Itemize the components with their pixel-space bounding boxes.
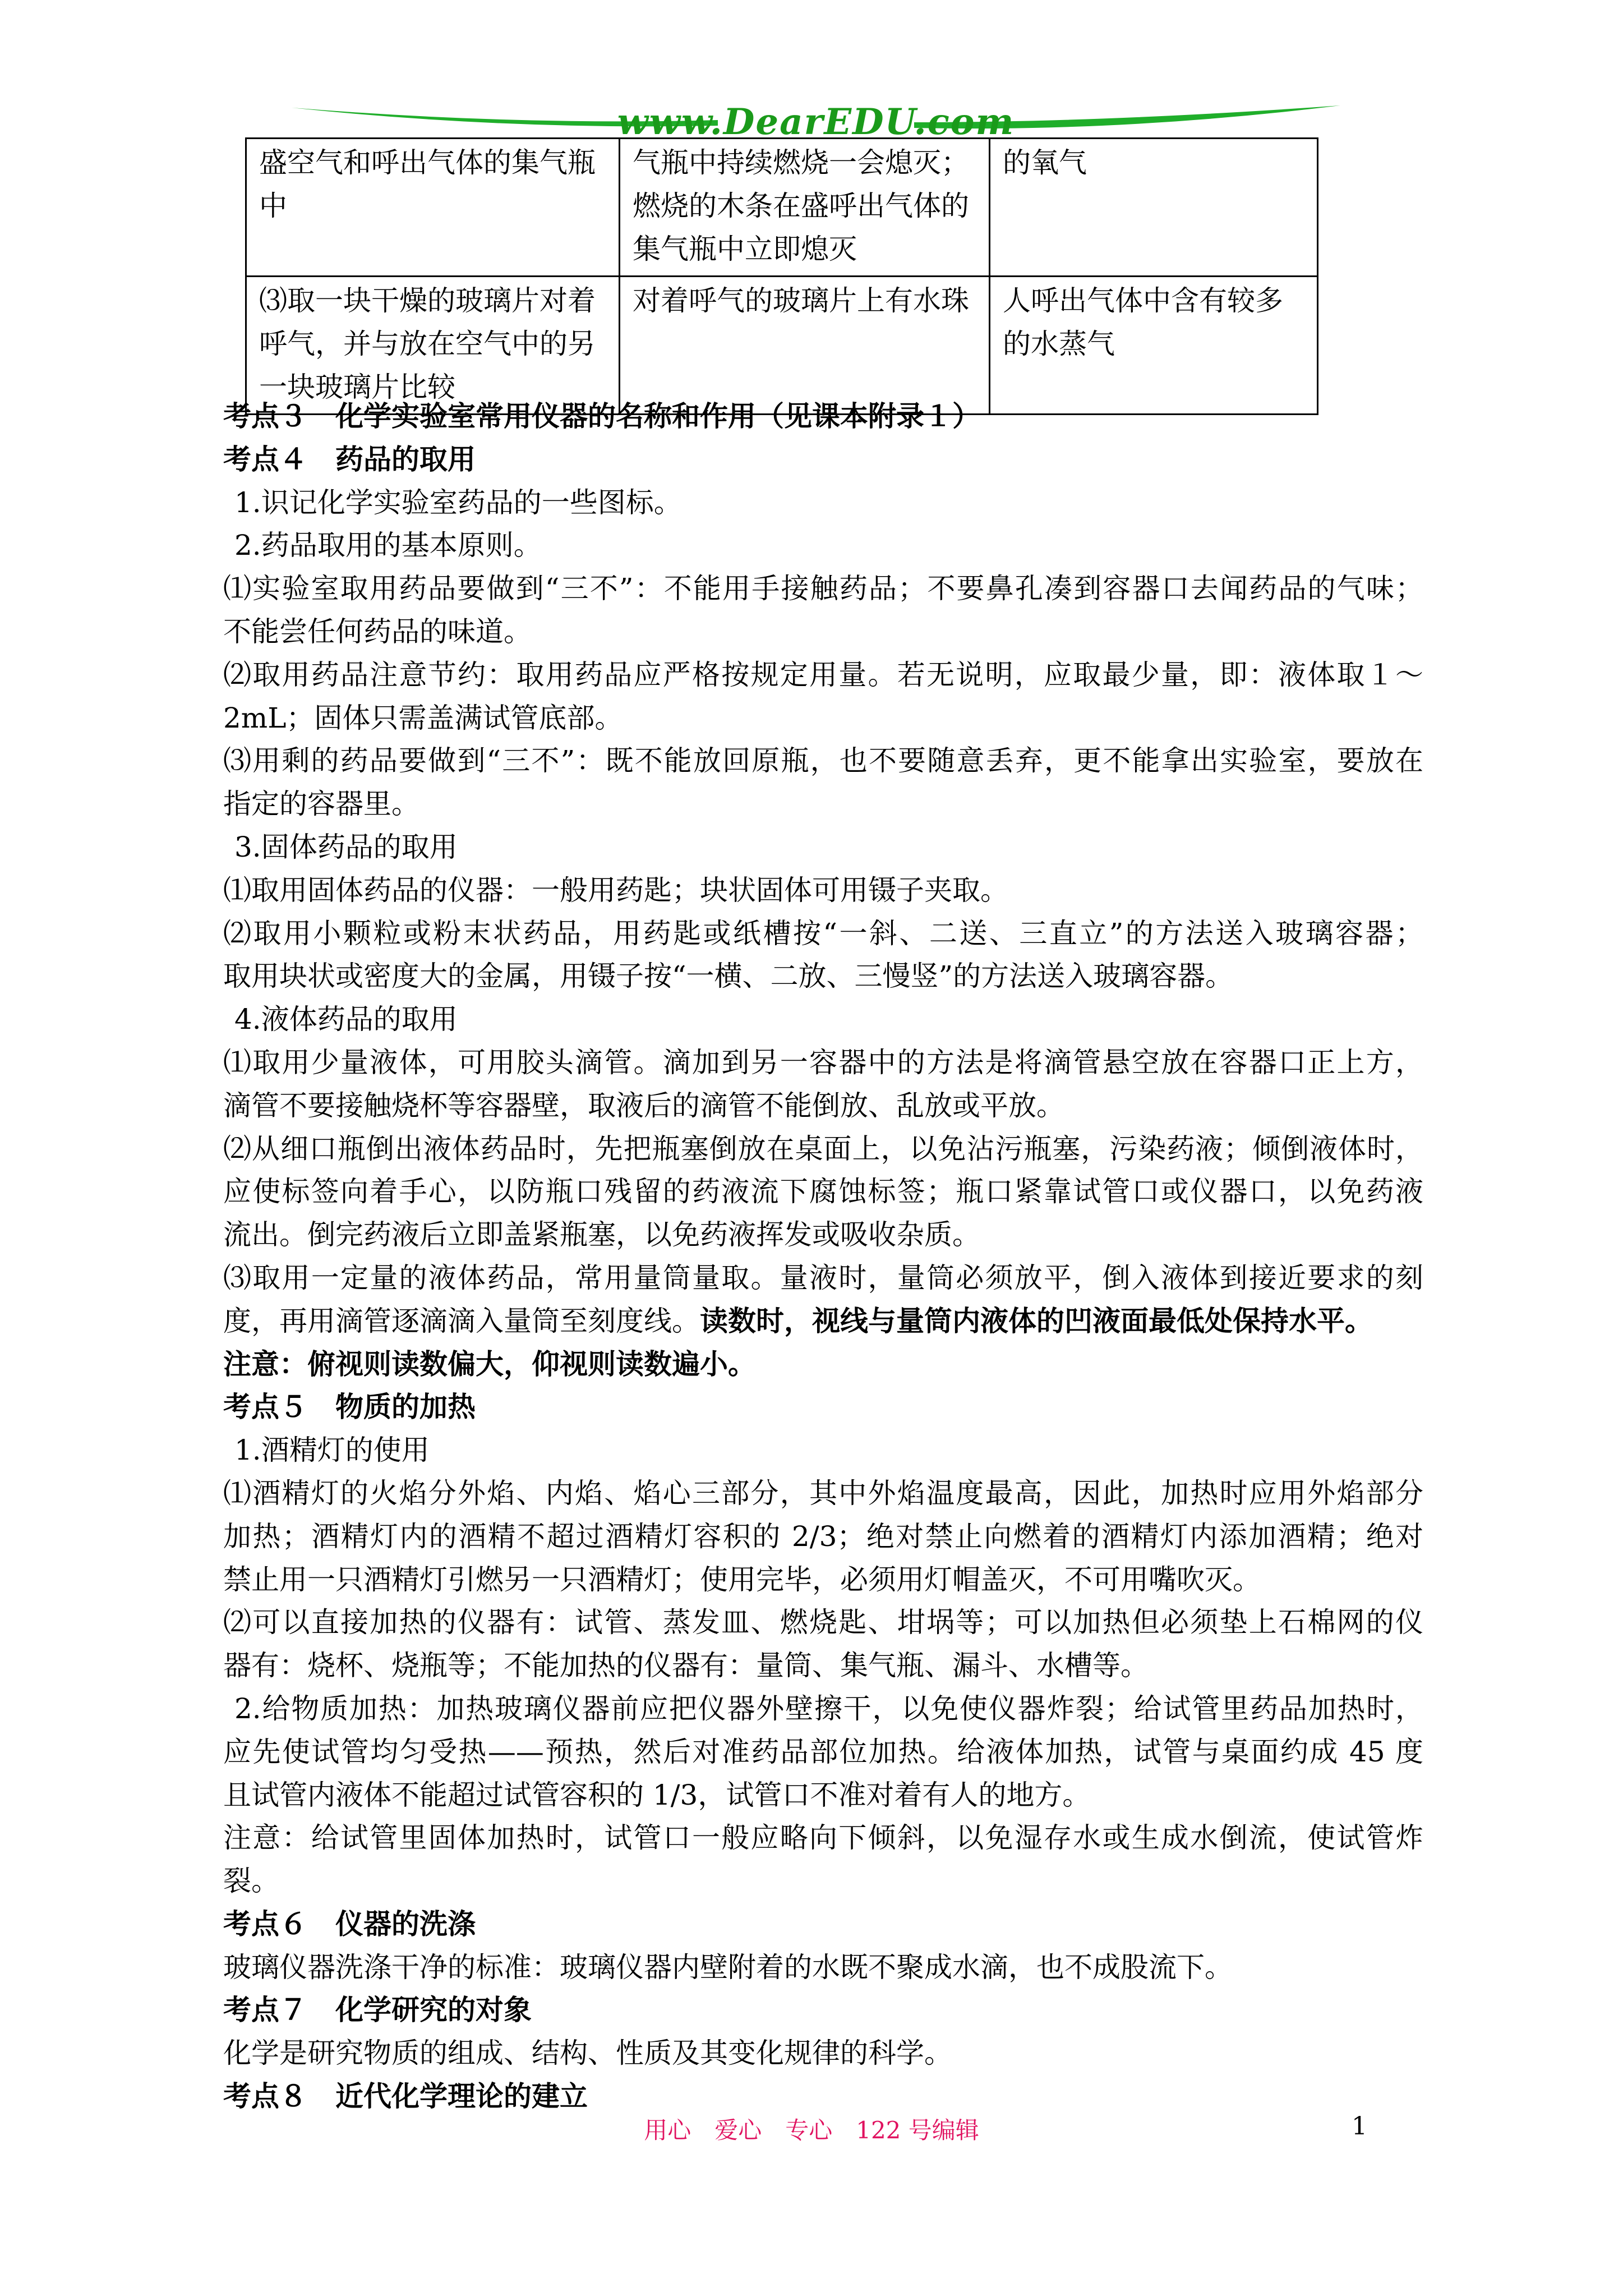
experiment-table xyxy=(245,137,1318,415)
table-row xyxy=(246,277,1318,415)
paragraph-line xyxy=(223,1300,1423,1343)
paragraph-line: ⑵取用药品注意节约：取用药品应严格按规定用量。若无说明，应取最少量，即：液体取１～ xyxy=(223,658,1423,691)
table-cell: 对着呼气的玻璃片上有水珠 xyxy=(620,277,990,415)
paragraph-line: 不能尝任何药品的味道。 xyxy=(223,615,532,648)
paragraph-line: 2mL；固体只需盖满试管底部。 xyxy=(223,701,623,734)
paragraph-line: ⑶取用一定量的液体药品，常用量筒量取。量液时，量筒必须放平，倒入液体到接近要求的刻 xyxy=(223,1261,1423,1294)
paragraph-line: ⑵从细口瓶倒出液体药品时，先把瓶塞倒放在桌面上，以免沾污瓶塞，污染药液；倾倒液体时， xyxy=(223,1132,1423,1165)
paragraph-line: 且试管内液体不能超过试管容积的 1/3，试管口不准对着有人的地方。 xyxy=(223,1778,1091,1811)
section-heading-6: 考点６ 仪器的洗涤 xyxy=(223,1907,476,1940)
paragraph-line: ⑴实验室取用药品要做到“三不”：不能用手接触药品；不要鼻孔凑到容器口去闻药品的气味； xyxy=(223,572,1423,605)
paragraph-line: 指定的容器里。 xyxy=(223,788,419,821)
paragraph-line: ⑴酒精灯的火焰分外焰、内焰、焰心三部分，其中外焰温度最高，因此，加热时应用外焰部分 xyxy=(223,1476,1423,1510)
paragraph-line: 2.药品取用的基本原则。 xyxy=(234,529,542,562)
paragraph-line: 裂。 xyxy=(223,1865,279,1898)
paragraph-line: 1.酒精灯的使用 xyxy=(234,1434,430,1467)
table-cell: ⑶取一块干燥的玻璃片对着呼气，并与放在空气中的另一块玻璃片比较 xyxy=(246,277,620,415)
paragraph-line: 应使标签向着手心，以防瓶口残留的药液流下腐蚀标签；瓶口紧靠试管口或仪器口，以免药液 xyxy=(223,1175,1423,1208)
paragraph-line: 禁止用一只酒精灯引燃另一只酒精灯；使用完毕，必须用灯帽盖灭，不可用嘴吹灭。 xyxy=(223,1563,1261,1596)
table-cell: 人呼出气体中含有较多的水蒸气 xyxy=(990,277,1318,415)
bold-reading-note: 读数时，视线与量筒内液体的凹液面最低处保持水平。 xyxy=(700,1304,1373,1337)
paragraph-line: 玻璃仪器洗涤干净的标准：玻璃仪器内壁附着的水既不聚成水滴，也不成股流下。 xyxy=(223,1950,1233,1984)
paragraph-line: 器有：烧杯、烧瓶等；不能加热的仪器有：量筒、集气瓶、漏斗、水槽等。 xyxy=(223,1649,1149,1682)
paragraph-line: ⑵可以直接加热的仪器有：试管、蒸发皿、燃烧匙、坩埚等；可以加热但必须垫上石棉网的仪 xyxy=(223,1606,1423,1639)
table-row xyxy=(246,139,1318,277)
paragraph-line: 加热；酒精灯内的酒精不超过酒精灯容积的 2/3；绝对禁止向燃着的酒精灯内添加酒精；绝对 xyxy=(223,1520,1423,1553)
table-cell: 的氧气 xyxy=(990,139,1318,277)
section-heading-7: 考点７ 化学研究的对象 xyxy=(223,1994,532,2027)
paragraph-line: 化学是研究物质的组成、结构、性质及其变化规律的科学。 xyxy=(223,2037,952,2070)
paragraph-line: ⑶用剩的药品要做到“三不”：既不能放回原瓶，也不要随意丢弃，更不能拿出实验室，要放在 xyxy=(223,744,1423,777)
paragraph-line: 4.液体药品的取用 xyxy=(234,1003,458,1036)
paragraph-line: ⑴取用固体药品的仪器：一般用药匙；块状固体可用镊子夹取。 xyxy=(223,873,1008,907)
section-heading-4: 考点４ 药品的取用 xyxy=(223,443,476,476)
paragraph-line: 取用块状或密度大的金属，用镊子按“一横、二放、三慢竖”的方法送入玻璃容器。 xyxy=(223,960,1234,993)
paragraph-line: 3.固体药品的取用 xyxy=(234,830,458,863)
bold-note: 注意：俯视则读数偏大，仰视则读数遍小。 xyxy=(223,1347,756,1381)
page-number: 1 xyxy=(1352,2112,1367,2141)
footer-editor-note: 用心 爱心 专心 122 号编辑 xyxy=(644,2116,979,2144)
site-url: www.DearEDU.com xyxy=(617,101,1015,143)
paragraph-line: 注意：给试管里固体加热时，试管口一般应略向下倾斜，以免湿存水或生成水倒流，使试管炸 xyxy=(223,1821,1423,1855)
section-heading-8: 考点８ 近代化学理论的建立 xyxy=(223,2080,588,2113)
paragraph-line: 2.给物质加热：加热玻璃仪器前应把仪器外壁擦干，以免使仪器炸裂；给试管里药品加热时， xyxy=(234,1692,1423,1725)
paragraph-text: 度，再用滴管逐滴滴入量筒至刻度线。 xyxy=(223,1304,700,1337)
table-cell: 气瓶中持续燃烧一会熄灭；燃烧的木条在盛呼出气体的集气瓶中立即熄灭 xyxy=(620,139,990,277)
paragraph-line: 流出。倒完药液后立即盖紧瓶塞，以免药液挥发或吸收杂质。 xyxy=(223,1218,980,1251)
section-heading-3: 考点３ 化学实验室常用仪器的名称和作用（见课本附录１） xyxy=(223,400,980,432)
paragraph-line: ⑵取用小颗粒或粉末状药品，用药匙或纸槽按“一斜、二送、三直立”的方法送入玻璃容器； xyxy=(223,917,1423,950)
paragraph-line: 1.识记化学实验室药品的一些图标。 xyxy=(234,486,682,519)
document-body xyxy=(223,395,1423,2118)
table-cell: 盛空气和呼出气体的集气瓶中 xyxy=(246,139,620,277)
paragraph-line: 滴管不要接触烧杯等容器壁，取液后的滴管不能倒放、乱放或平放。 xyxy=(223,1089,1064,1122)
paragraph-line: ⑴取用少量液体，可用胶头滴管。滴加到另一容器中的方法是将滴管悬空放在容器口正上方， xyxy=(223,1046,1423,1079)
section-heading-5: 考点５ 物质的加热 xyxy=(223,1391,476,1424)
paragraph-line: 应先使试管均匀受热——预热，然后对准药品部位加热。给液体加热，试管与桌面约成 45 度 xyxy=(223,1735,1423,1768)
